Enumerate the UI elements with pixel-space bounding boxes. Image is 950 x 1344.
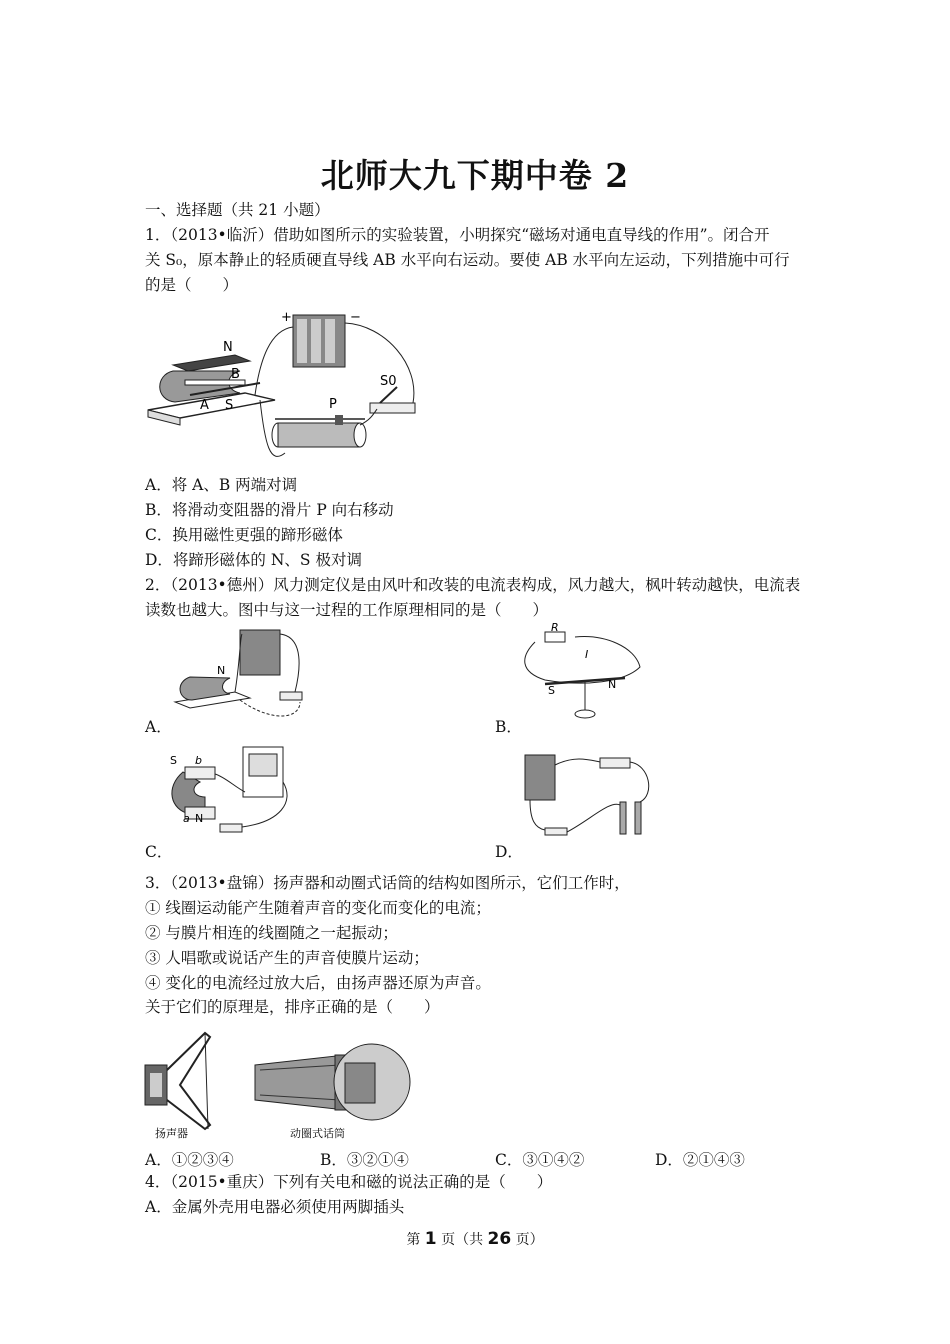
fig-label-b: B bbox=[231, 367, 240, 382]
fig-label-s0: S0 bbox=[380, 374, 397, 389]
q3-speaker-mic-figure bbox=[140, 1025, 415, 1140]
fig-b-label-r: R bbox=[551, 622, 559, 634]
q1-option-c: C．换用磁性更强的蹄形磁体 bbox=[145, 526, 343, 544]
q1-text-line-1: 1．（2013•临沂）借助如图所示的实验装置，小明探究“磁场对通电直导线的作用”。闭合开 bbox=[145, 226, 770, 244]
q3-option-d: D．②①④③ bbox=[655, 1151, 745, 1169]
fig-b-label-s: S bbox=[548, 684, 555, 697]
q3-text-line-3: ② 与膜片相连的线圈随之一起振动； bbox=[145, 924, 398, 942]
fig-c-label-s: S bbox=[170, 754, 177, 767]
q3-text-line-4: ③ 人唱歌或说话产生的声音使膜片运动； bbox=[145, 949, 429, 967]
fig-b-label-n: N bbox=[608, 678, 617, 691]
q1-text-line-2: 关 S₀，原本静止的轻质硬直导线 AB 水平向右运动。要使 AB 水平向左运动，下列措施中可行 bbox=[145, 251, 790, 269]
q3-text-line-1: 3．（2013•盘锦）扬声器和动圈式话筒的结构如图所示，它们工作时， bbox=[145, 874, 630, 892]
q3-text-line-2: ① 线圈运动能产生随着声音的变化而变化的电流； bbox=[145, 899, 491, 917]
q2-figure-b bbox=[515, 622, 655, 722]
fig-label-s: S bbox=[225, 398, 234, 413]
page-footer bbox=[0, 1229, 950, 1249]
q4-text-line-1: 4．（2015•重庆）下列有关电和磁的说法正确的是（ ） bbox=[145, 1173, 553, 1191]
q1-option-b: B．将滑动变阻器的滑片 P 向右移动 bbox=[145, 501, 394, 519]
q3-option-c: C．③①④② bbox=[495, 1151, 585, 1169]
fig-label-minus: − bbox=[350, 310, 361, 325]
q3-text-line-6: 关于它们的原理是，排序正确的是（ ） bbox=[145, 998, 440, 1016]
q1-option-d: D．将蹄形磁体的 N、S 极对调 bbox=[145, 551, 362, 569]
q2-option-b-label: B． bbox=[495, 718, 522, 736]
q2-figure-d bbox=[520, 750, 660, 845]
q2-figure-c bbox=[165, 742, 305, 842]
footer-total-pages: 26 bbox=[487, 1229, 512, 1249]
q4-option-a: A．金属外壳用电器必须使用两脚插头 bbox=[145, 1198, 405, 1216]
fig-label-plus: + bbox=[281, 310, 292, 325]
footer-suffix: 页） bbox=[511, 1232, 544, 1248]
q1-circuit-figure bbox=[145, 305, 435, 465]
q1-option-a: A．将 A、B 两端对调 bbox=[145, 476, 298, 494]
mic-label: 动圈式话筒 bbox=[290, 1127, 345, 1140]
section-heading: 一、选择题（共 21 小题） bbox=[145, 201, 330, 219]
footer-page-number: 1 bbox=[424, 1229, 437, 1249]
fig-c-label-b: b bbox=[195, 754, 202, 767]
q2-figure-a bbox=[170, 622, 325, 722]
q3-text-line-5: ④ 变化的电流经过放大后，由扬声器还原为声音。 bbox=[145, 974, 491, 992]
fig-b-label-i: I bbox=[585, 648, 589, 661]
speaker-label: 扬声器 bbox=[155, 1127, 188, 1140]
q2-text-line-2: 读数也越大。图中与这一过程的工作原理相同的是（ ） bbox=[145, 601, 549, 619]
fig-label-p: P bbox=[329, 397, 337, 412]
q3-option-b: B．③②①④ bbox=[320, 1151, 409, 1169]
page-title: 北师大九下期中卷 2 bbox=[320, 156, 630, 195]
footer-middle: 页（共 bbox=[436, 1232, 488, 1248]
q2-option-c-label: C． bbox=[145, 843, 173, 861]
q3-option-a: A．①②③④ bbox=[145, 1151, 234, 1169]
q1-text-line-3: 的是（ ） bbox=[145, 276, 239, 294]
q2-option-a-label: A． bbox=[145, 718, 172, 736]
fig-label-n: N bbox=[223, 340, 233, 355]
fig-c-label-a: a bbox=[183, 812, 190, 825]
footer-prefix: 第 bbox=[406, 1232, 425, 1248]
fig-a-label-n: N bbox=[217, 664, 226, 677]
fig-label-a: A bbox=[200, 398, 209, 413]
q2-option-d-label: D． bbox=[495, 843, 523, 861]
fig-c-label-n: N bbox=[195, 812, 204, 825]
q3-options-row bbox=[145, 1148, 805, 1168]
q2-text-line-1: 2．（2013•德州）风力测定仪是由风叶和改装的电流表构成，风力越大，枫叶转动越快，电流表 bbox=[145, 576, 801, 594]
